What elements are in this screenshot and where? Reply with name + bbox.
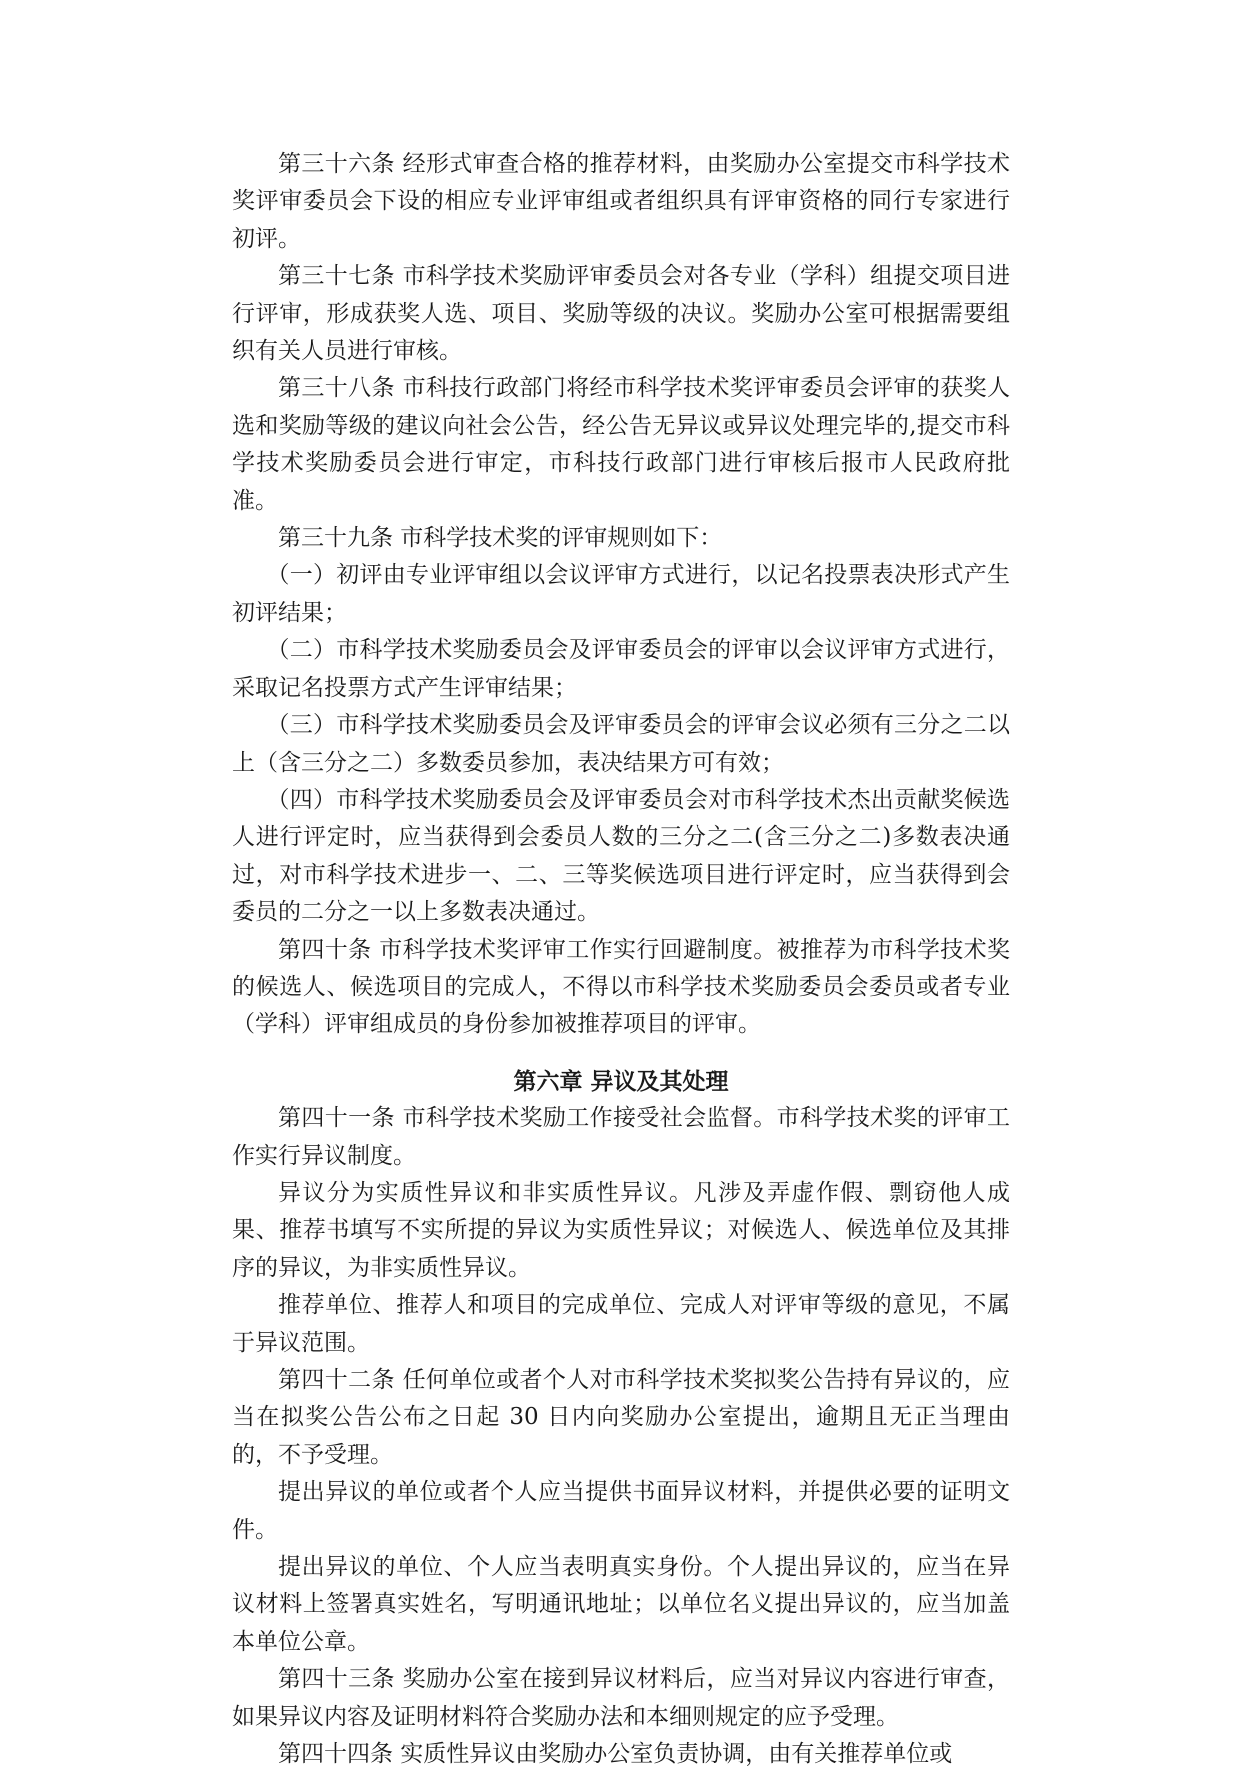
rule-item-2: （二）市科学技术奖励委员会及评审委员会的评审以会议评审方式进行，采取记名投票方式产生评审结果；	[232, 637, 1010, 701]
document-page	[232, 146, 1010, 1773]
article-37: 第三十七条 市科学技术奖励评审委员会对各专业（学科）组提交项目进行评审，形成获奖人选、项目、奖励等级的决议。奖励办公室可根据需要组织有关人员进行审核。	[232, 263, 1010, 365]
article-36: 第三十六条 经形式审查合格的推荐材料，由奖励办公室提交市科学技术奖评审委员会下设的相应专业评审组或者组织具有评审资格的同行专家进行初评。	[232, 151, 1010, 252]
objection-types-paragraph: 异议分为实质性异议和非实质性异议。凡涉及弄虚作假、剽窃他人成果、推荐书填写不实所提的异议为实质性异议；对候选人、候选单位及其排序的异议，为非实质性异议。	[232, 1179, 1010, 1281]
objection-scope-paragraph: 推荐单位、推荐人和项目的完成单位、完成人对评审等级的意见，不属于异议范围。	[232, 1292, 1010, 1356]
article-42: 第四十二条 任何单位或者个人对市科学技术奖拟奖公告持有异议的，应当在拟奖公告公布之日起 30 日内向奖励办公室提出，逾期且无正当理由的，不予受理。	[232, 1367, 1010, 1468]
rule-item-3: （三）市科学技术奖励委员会及评审委员会的评审会议必须有三分之二以上（含三分之二）多数委员参加，表决结果方可有效；	[232, 712, 1010, 776]
article-43: 第四十三条 奖励办公室在接到异议材料后，应当对异议内容进行审查，如果异议内容及证明材料符合奖励办法和本细则规定的应予受理。	[232, 1666, 1010, 1730]
article-44: 第四十四条 实质性异议由奖励办公室负责协调，由有关推荐单位或	[278, 1741, 953, 1768]
chapter-title: 第六章 异议及其处理	[513, 1067, 729, 1095]
article-38: 第三十八条 市科技行政部门将经市科学技术奖评审委员会评审的获奖人选和奖励等级的建议向社会公告，经公告无异议或异议处理完毕的,提交市科学技术奖励委员会进行审定，市科技行政部门进行审核后报市人民政府批准。	[232, 375, 1010, 514]
article-39: 第三十九条 市科学技术奖的评审规则如下：	[278, 525, 723, 552]
article-40: 第四十条 市科学技术奖评审工作实行回避制度。被推荐为市科学技术奖的候选人、候选项目的完成人，不得以市科学技术奖励委员会委员或者专业（学科）评审组成员的身份参加被推荐项目的评审。	[232, 936, 1010, 1038]
objection-materials-paragraph: 提出异议的单位或者个人应当提供书面异议材料，并提供必要的证明文件。	[232, 1479, 1010, 1543]
rule-item-4: （四）市科学技术奖励委员会及评审委员会对市科学技术杰出贡献奖候选人进行评定时，应当获得到会委员人数的三分之二(含三分之二)多数表决通过，对市科学技术进步一、二、三等奖候选项目进行评定时，应当获得到会委员的二分之一以上多数表决通过。	[232, 786, 1010, 926]
objection-identity-paragraph: 提出异议的单位、个人应当表明真实身份。个人提出异议的，应当在异议材料上签署真实姓名，写明通讯地址；以单位名义提出异议的，应当加盖本单位公章。	[232, 1554, 1010, 1655]
rule-item-1: （一）初评由专业评审组以会议评审方式进行，以记名投票表决形式产生初评结果；	[232, 562, 1010, 626]
article-41: 第四十一条 市科学技术奖励工作接受社会监督。市科学技术奖的评审工作实行异议制度。	[232, 1105, 1010, 1169]
